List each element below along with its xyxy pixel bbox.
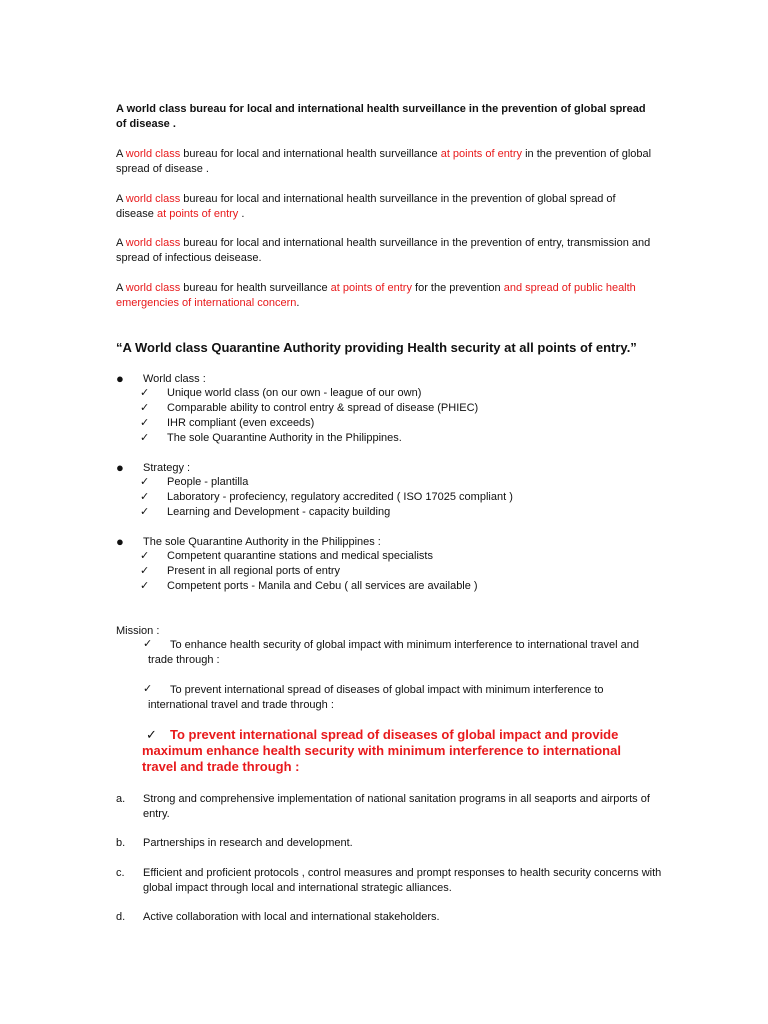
checkmark-icon: ✓ xyxy=(140,402,150,414)
bullet-icon: ● xyxy=(116,534,124,549)
highlighted-phrase: at points of entry xyxy=(440,148,523,160)
mission-highlight: To prevent international spread of diseases of global impact and provide maximum enhance health security with minimum interference to international travel and trade through : xyxy=(142,727,621,774)
list-item: The sole Quarantine Authority in the Philippines. xyxy=(167,432,402,444)
list-item: Competent ports - Manila and Cebu ( all services are available ) xyxy=(167,580,478,592)
checkmark-icon: ✓ xyxy=(143,638,153,650)
version-paragraph-2: A world class bureau for local and international health surveillance in the prevention of global spread of disease at points of entry . xyxy=(116,193,616,220)
highlighted-phrase: at points of entry xyxy=(156,208,239,220)
bullet-icon: ● xyxy=(116,460,124,475)
bullet-label-strategy: Strategy : xyxy=(143,462,191,474)
checkmark-icon: ✓ xyxy=(140,565,150,577)
mission-label: Mission : xyxy=(116,625,160,637)
list-item: IHR compliant (even exceeds) xyxy=(167,417,315,429)
list-letter: b. xyxy=(116,837,126,849)
list-item: Laboratory - profeciency, regulatory accredited ( ISO 17025 compliant ) xyxy=(167,491,513,503)
list-item: Efficient and proficient protocols , control measures and prompt responses to health security concerns with global impact through local and international strategic alliances. xyxy=(143,867,662,894)
highlighted-phrase: and spread of public health emergencies of international concern xyxy=(116,282,636,309)
list-item: Active collaboration with local and international stakeholders. xyxy=(143,911,440,923)
checkmark-icon: ✓ xyxy=(140,491,150,503)
list-letter: c. xyxy=(116,867,125,879)
checkmark-icon: ✓ xyxy=(140,550,150,562)
list-item: People - plantilla xyxy=(167,476,249,488)
bullet-label-sole-authority: The sole Quarantine Authority in the Philippines : xyxy=(143,536,381,548)
checkmark-icon: ✓ xyxy=(140,580,150,592)
document-heading: A world class bureau for local and international health surveillance in the prevention of global spread of disease . xyxy=(116,103,646,130)
bullet-label-world-class: World class : xyxy=(143,373,206,385)
list-item: Present in all regional ports of entry xyxy=(167,565,341,577)
highlighted-phrase: world class xyxy=(125,282,181,294)
checkmark-icon: ✓ xyxy=(146,727,157,742)
version-paragraph-1: A world class bureau for local and international health surveillance at points of entry in the prevention of global spread of disease . xyxy=(116,148,652,175)
version-paragraph-4: A world class bureau for health surveillance at points of entry for the prevention and spread of public health emergencies of international concern. xyxy=(116,282,636,309)
checkmark-icon: ✓ xyxy=(140,432,150,444)
list-item: Comparable ability to control entry & spread of disease (PHIEC) xyxy=(167,402,479,414)
list-item: Strong and comprehensive implementation of national sanitation programs in all seaports and airports of entry. xyxy=(143,793,650,820)
checkmark-icon: ✓ xyxy=(140,387,150,399)
list-letter: a. xyxy=(116,793,126,805)
checkmark-icon: ✓ xyxy=(140,417,150,429)
list-item: Unique world class (on our own - league of our own) xyxy=(167,387,422,399)
checkmark-icon: ✓ xyxy=(143,683,153,695)
mission-item-1: To enhance health security of global impact with minimum interference to international travel and trade through : xyxy=(148,639,639,666)
list-letter: d. xyxy=(116,911,126,923)
highlighted-phrase: world class xyxy=(125,193,181,205)
list-item: Learning and Development - capacity building xyxy=(167,506,391,518)
vision-quote: “A World class Quarantine Authority providing Health security at all points of entry.” xyxy=(116,340,637,355)
version-paragraph-3: A world class bureau for local and international health surveillance in the prevention of entry, transmission and spread of infectious deisease. xyxy=(116,237,651,264)
highlighted-phrase: at points of entry xyxy=(330,282,412,294)
highlighted-phrase: world class xyxy=(125,237,181,249)
list-item: Partnerships in research and development. xyxy=(143,837,353,849)
checkmark-icon: ✓ xyxy=(140,506,150,518)
list-item: Competent quarantine stations and medical specialists xyxy=(167,550,433,562)
mission-item-2: To prevent international spread of diseases of global impact with minimum interference to international travel and trade through : xyxy=(148,684,604,711)
highlighted-phrase: world class xyxy=(125,148,181,160)
checkmark-icon: ✓ xyxy=(140,476,150,488)
bullet-icon: ● xyxy=(116,371,124,386)
